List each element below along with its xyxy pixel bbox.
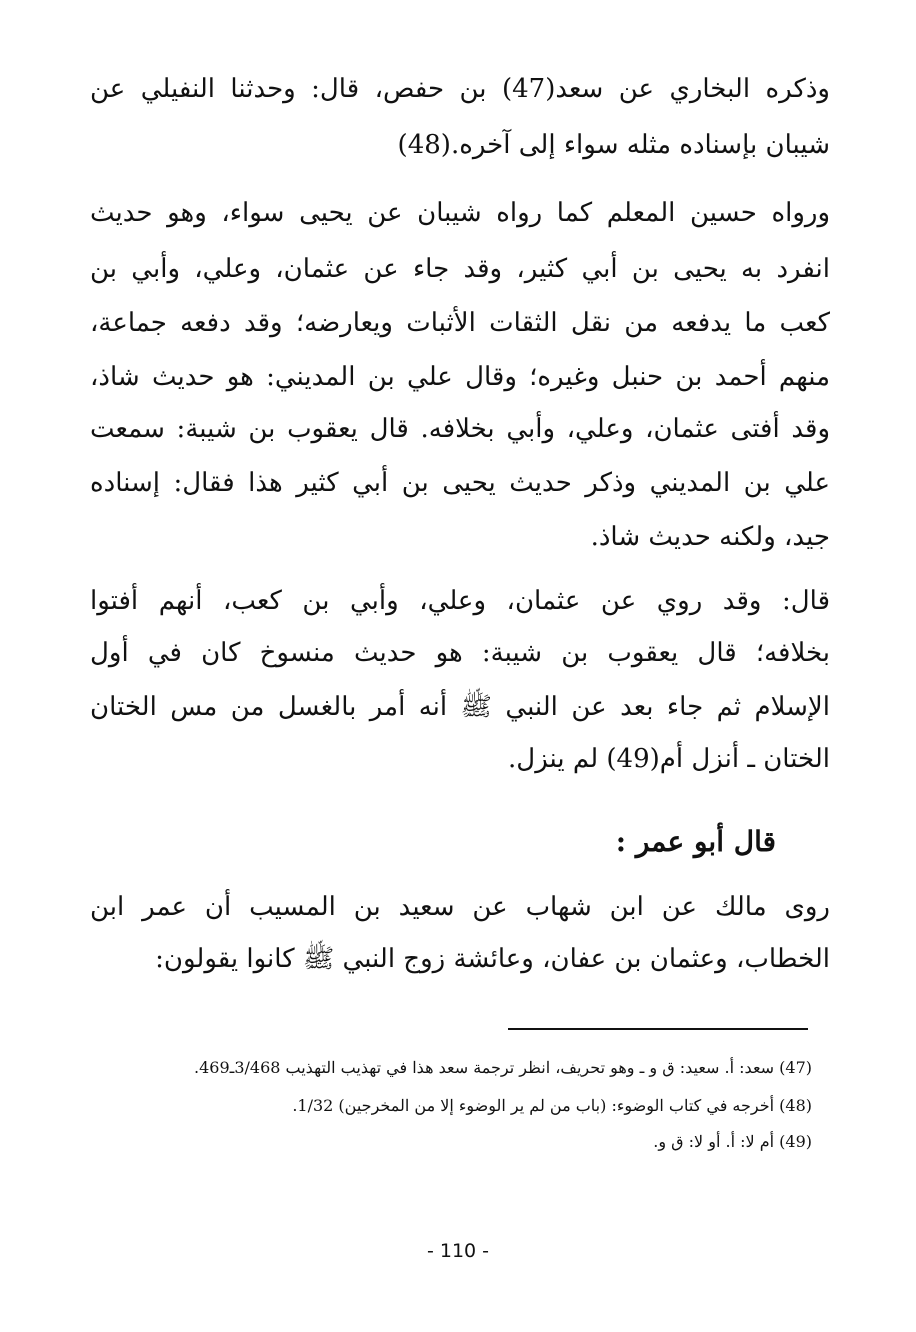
text-line: روى مالك عن ابن شهاب عن سعيد بن المسيب أن عمر ابن	[90, 892, 830, 922]
footnote: (49) أم لا: أ. أو لا: ق و.	[653, 1132, 812, 1151]
text-line: انفرد به يحيى بن أبي كثير، وقد جاء عن عثمان، وعلي، وأبي بن	[90, 254, 830, 284]
section-heading: قال أبو عمر :	[615, 825, 776, 858]
text-line: قال: وقد روي عن عثمان، وعلي، وأبي بن كعب، أنهم أفتوا	[90, 586, 830, 616]
text-line: بخلافه؛ قال يعقوب بن شيبة: هو حديث منسوخ كان في أول	[90, 638, 830, 668]
text-line: شيبان بإسناده مثله سواء إلى آخره.(48)	[397, 130, 830, 160]
text-line: وقد أفتى عثمان، وعلي، وأبي بخلافه. قال يعقوب بن شيبة: سمعت	[90, 414, 830, 444]
text-line: علي بن المديني وذكر حديث يحيى بن أبي كثير هذا فقال: إسناده	[90, 468, 830, 498]
text-line: منهم أحمد بن حنبل وغيره؛ وقال علي بن المديني: هو حديث شاذ،	[90, 362, 830, 392]
footnote: (48) أخرجه في كتاب الوضوء: (باب من لم ير الوضوء إلا من المخرجين) 1/32.	[292, 1096, 812, 1115]
text-line: كعب ما يدفعه من نقل الثقات الأثبات ويعارضه؛ وقد دفعه جماعة،	[90, 308, 830, 338]
text-line: الإسلام ثم جاء بعد عن النبي ﷺ أنه أمر بالغسل من مس الختان	[90, 692, 830, 722]
footnote: (47) سعد: أ. سعيد: ق و ـ وهو تحريف، انظر ترجمة سعد هذا في تهذيب التهذيب 3/468ـ469.	[193, 1058, 812, 1077]
text-line: الختان ـ أنزل أم(49) لم ينزل.	[508, 744, 830, 774]
text-line: وذكره البخاري عن سعد(47) بن حفص، قال: وحدثنا النفيلي عن	[90, 74, 830, 104]
footnote-separator	[508, 1028, 808, 1030]
text-line: ورواه حسين المعلم كما رواه شيبان عن يحيى سواء، وهو حديث	[90, 198, 830, 228]
page-number: - 110 -	[426, 1240, 490, 1262]
text-line: الخطاب، وعثمان بن عفان، وعائشة زوج النبي ﷺ كانوا يقولون:	[155, 944, 830, 974]
text-line: جيد، ولكنه حديث شاذ.	[590, 522, 830, 552]
